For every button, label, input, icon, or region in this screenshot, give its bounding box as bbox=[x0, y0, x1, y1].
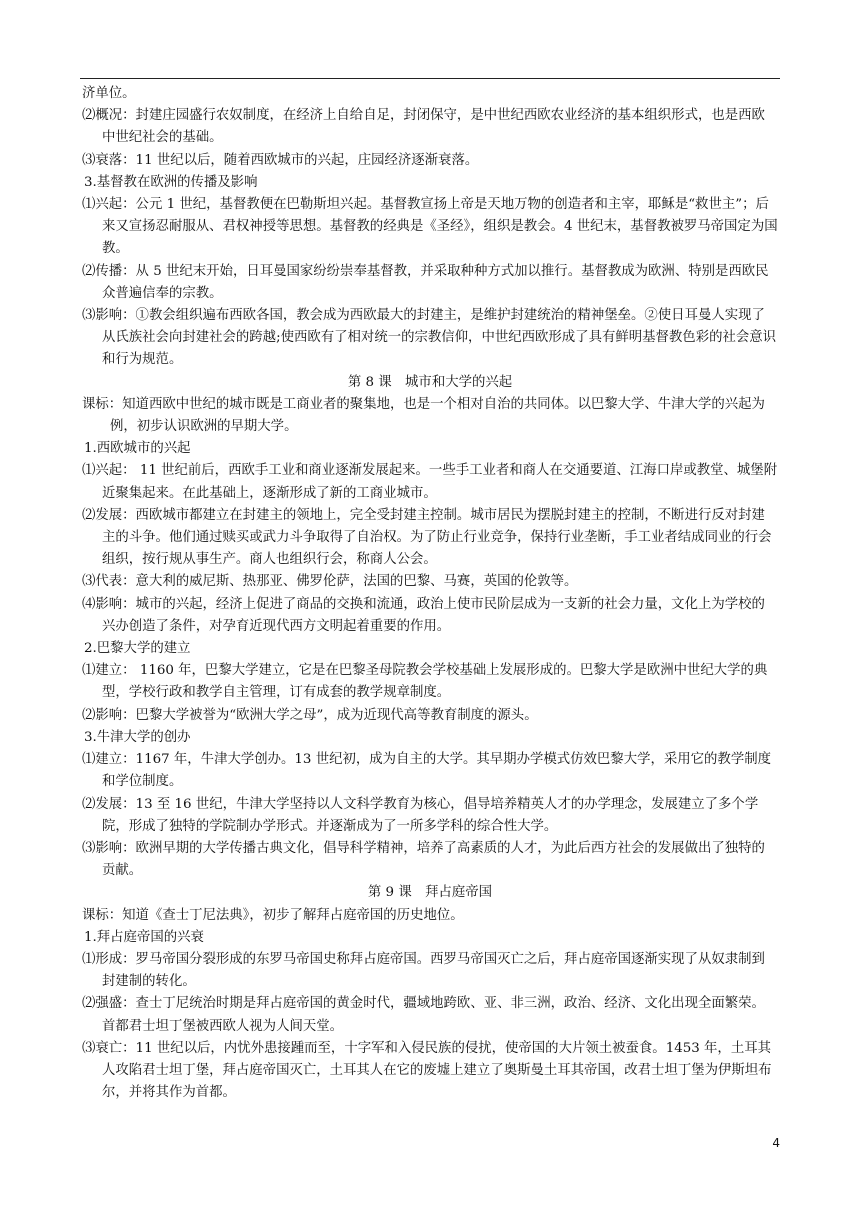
header-rule bbox=[80, 78, 780, 79]
list-item: ⑴形成：罗马帝国分裂形成的东罗马帝国史称拜占庭帝国。西罗马帝国灭亡之后，拜占庭帝国逐渐实现了从奴隶制到封建制的转化。 bbox=[82, 951, 765, 990]
section-heading: 3.基督教在欧洲的传播及影响 bbox=[84, 174, 258, 190]
list-item: ⑶衰亡：11 世纪以后，内忧外患接踵而至，十字军和入侵民族的侵扰，使帝国的大片领土被蚕食。1453 年，土耳其人攻陷君士坦丁堡，拜占庭帝国灭亡，土耳其人在它的废墟上建立了奥斯曼土耳其帝国，改君士坦丁堡为伊斯坦布尔，并将其作为首都。 bbox=[82, 1040, 772, 1101]
list-item: ⑵传播：从 5 世纪末开始，日耳曼国家纷纷崇奉基督教，并采取种种方式加以推行。基督教成为欧洲、特别是西欧民众普遍信奉的宗教。 bbox=[82, 263, 769, 301]
curriculum-standard: 课标：知道西欧中世纪的城市既是工商业者的聚集地，也是一个相对自治的共同体。以巴黎大学、牛津大学的兴起为例，初步认识欧洲的早期大学。 bbox=[82, 396, 765, 435]
section-heading: 1.拜占庭帝国的兴衰 bbox=[84, 929, 204, 945]
list-item: ⑴兴起： 11 世纪前后，西欧手工业和商业逐渐发展起来。一些手工业者和商人在交通要道、江海口岸或教堂、城堡附近聚集起来。在此基础上，逐渐形成了新的工商业城市。 bbox=[82, 463, 778, 501]
list-item: ⑵发展：西欧城市都建立在封建主的领地上，完全受封建主控制。城市居民为摆脱封建主的控制，不断进行反对封建主的斗争。他们通过赎买或武力斗争取得了自治权。为了防止行业竞争，保持行业垄断，手工业者结成同业的行会组织，按行规从事生产。商人也组织行会，称商人公会。 bbox=[82, 507, 772, 568]
section-heading: 2.巴黎大学的建立 bbox=[84, 641, 191, 657]
list-item: ⑴兴起：公元 1 世纪，基督教便在巴勒斯坦兴起。基督教宣扬上帝是天地万物的创造者和主宰，耶稣是“救世主”；后来又宣扬忍耐服从、君权神授等思想。基督教的经典是《圣经》，组织是教会。4 世纪末，基督教被罗马帝国定为国教。 bbox=[82, 197, 778, 257]
list-item: ⑷影响：城市的兴起，经济上促进了商品的交换和流通，政治上使市民阶层成为一支新的社会力量，文化上为学校的兴办创造了条件，对孕育近现代西方文明起着重要的作用。 bbox=[82, 596, 765, 634]
list-item: ⑴建立： 1160 年，巴黎大学建立，它是在巴黎圣母院教会学校基础上发展形成的。巴黎大学是欧洲中世纪大学的典型，学校行政和教学自主管理，订有成套的教学规章制度。 bbox=[82, 663, 768, 701]
list-item: ⑴建立：1167 年，牛津大学创办。13 世纪初，成为自主的大学。其早期办学模式仿效巴黎大学，采用它的教学制度和学位制度。 bbox=[82, 752, 771, 790]
list-item: ⑶衰落：11 世纪以后，随着西欧城市的兴起，庄园经济逐渐衰落。 bbox=[82, 152, 479, 168]
page-number: 4 bbox=[772, 1136, 780, 1150]
list-item: ⑵概况：封建庄园盛行农奴制度，在经济上自给自足，封闭保守，是中世纪西欧农业经济的基本组织形式，也是西欧中世纪社会的基础。 bbox=[82, 108, 765, 146]
list-item: ⑶影响：欧洲早期的大学传播古典文化，倡导科学精神，培养了高素质的人才，为此后西方社会的发展做出了独特的贡献。 bbox=[82, 840, 765, 879]
list-item: ⑵强盛：查士丁尼统治时期是拜占庭帝国的黄金时代，疆域地跨欧、亚、非三洲，政治、经济、文化出现全面繁荣。首都君士坦丁堡被西欧人视为人间天堂。 bbox=[82, 996, 765, 1034]
list-item: ⑶代表：意大利的威尼斯、热那亚、佛罗伦萨，法国的巴黎、马赛，英国的伦敦等。 bbox=[82, 574, 578, 590]
section-heading: 1.西欧城市的兴起 bbox=[84, 441, 191, 457]
section-heading: 3.牛津大学的创办 bbox=[84, 729, 191, 745]
lesson-title: 第 9 课 拜占庭帝国 bbox=[367, 885, 493, 901]
list-item: ⑵发展：13 至 16 世纪，牛津大学坚持以人文科学教育为核心，倡导培养精英人才的办学理念，发展建立了多个学院，形成了独特的学院制办学形式。并逐渐成为了一所多学科的综合性大学。 bbox=[82, 796, 759, 834]
lesson-title: 第 8 课 城市和大学的兴起 bbox=[347, 374, 513, 390]
document-body bbox=[82, 83, 778, 1104]
list-item: ⑵影响：巴黎大学被誉为“欧洲大学之母”，成为近现代高等教育制度的源头。 bbox=[82, 707, 538, 723]
paragraph: 济单位。 bbox=[82, 86, 136, 101]
curriculum-standard: 课标：知道《查士丁尼法典》，初步了解拜占庭帝国的历史地位。 bbox=[82, 907, 464, 923]
list-item: ⑶影响：①教会组织遍布西欧各国，教会成为西欧最大的封建主，是维护封建统治的精神堡垒。②使日耳曼人实现了从氏族社会向封建社会的跨越;使西欧有了相对统一的宗教信仰，中世纪西欧形成了具有鲜明基督教色彩的社会意识和行为规范。 bbox=[82, 308, 777, 368]
